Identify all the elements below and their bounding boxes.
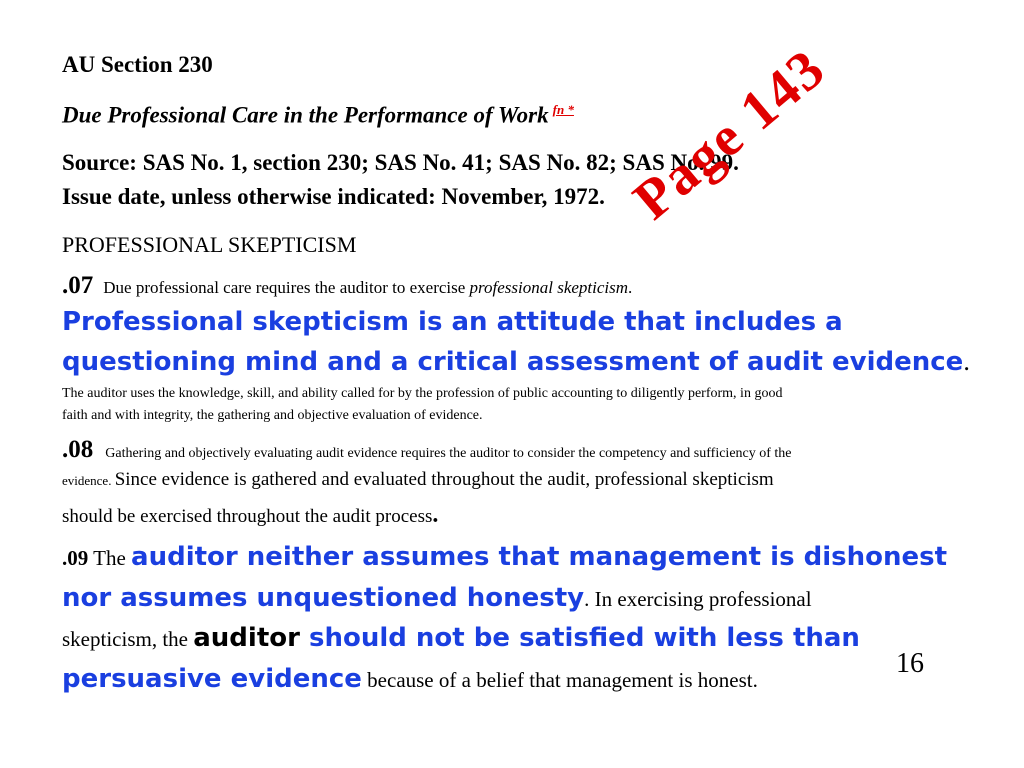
- section-title-text: Due Professional Care in the Performance of Work: [62, 102, 549, 128]
- paragraph-number: .09: [62, 546, 89, 570]
- paragraph-text-small: evidence.: [62, 473, 115, 488]
- paragraph-text: Gathering and objectively evaluating audit evidence requires the auditor to consider the competency and sufficiency of the: [105, 446, 792, 461]
- punctuation: .: [628, 278, 633, 297]
- highlight-text: questioning mind and a critical assessment of audit evidence: [62, 347, 964, 377]
- paragraph-09-line-1: [62, 542, 947, 572]
- subsection-heading: PROFESSIONAL SKEPTICISM: [62, 232, 357, 257]
- issue-date-line: Issue date, unless otherwise indicated: November, 1972.: [62, 184, 605, 209]
- paragraph-08-line-3: [62, 502, 438, 529]
- paragraph-text: The: [88, 546, 132, 570]
- paragraph-09-line-3: [62, 623, 860, 653]
- punctuation: .: [963, 347, 970, 376]
- slide-number: 16: [896, 648, 924, 679]
- source-line: Source: SAS No. 1, section 230; SAS No. 41; SAS No. 82; SAS No. 99.: [62, 150, 739, 175]
- paragraph-number: .08: [62, 436, 94, 463]
- paragraph-08-line-1: [62, 436, 792, 464]
- paragraph-text: should be exercised throughout the audit process: [62, 506, 433, 527]
- paragraph-09-line-2: [62, 583, 812, 613]
- page-stamp: Page 143: [622, 37, 838, 232]
- bold-text: auditor: [193, 623, 300, 653]
- highlight-text: nor assumes unquestioned honesty: [62, 583, 585, 613]
- punctuation: .: [432, 502, 439, 528]
- highlight-text: persuasive evidence: [62, 664, 362, 694]
- paragraph-number: .07: [62, 272, 94, 299]
- highlight-line-2: [62, 347, 970, 377]
- highlight-text: should not be satisfied with less than: [299, 623, 860, 653]
- highlight-text: auditor neither assumes that management is dishonest: [131, 542, 948, 572]
- paragraph-07-detail-2: faith and with integrity, the gathering and objective evaluation of evidence.: [62, 408, 483, 423]
- paragraph-07-detail-1: The auditor uses the knowledge, skill, and ability called for by the profession of public accounting to diligently perform, in good: [62, 386, 783, 401]
- section-number-heading: AU Section 230: [62, 52, 213, 77]
- emphasis-text: professional skepticism: [469, 278, 629, 297]
- paragraph-text: skepticism, the: [62, 627, 194, 651]
- paragraph-09-line-4: [62, 664, 758, 694]
- paragraph-07-intro: [62, 272, 632, 300]
- paragraph-text: Due professional care requires the auditor to exercise: [103, 278, 470, 297]
- highlight-line-1: Professional skepticism is an attitude that includes a: [62, 307, 843, 337]
- paragraph-08-line-2: [62, 469, 774, 491]
- paragraph-text: . In exercising professional: [584, 587, 812, 611]
- paragraph-text: because of a belief that management is honest.: [361, 668, 758, 692]
- section-title: [62, 102, 574, 129]
- footnote-link[interactable]: fn *: [552, 102, 574, 117]
- paragraph-text: Since evidence is gathered and evaluated throughout the audit, professional skepticism: [114, 469, 774, 490]
